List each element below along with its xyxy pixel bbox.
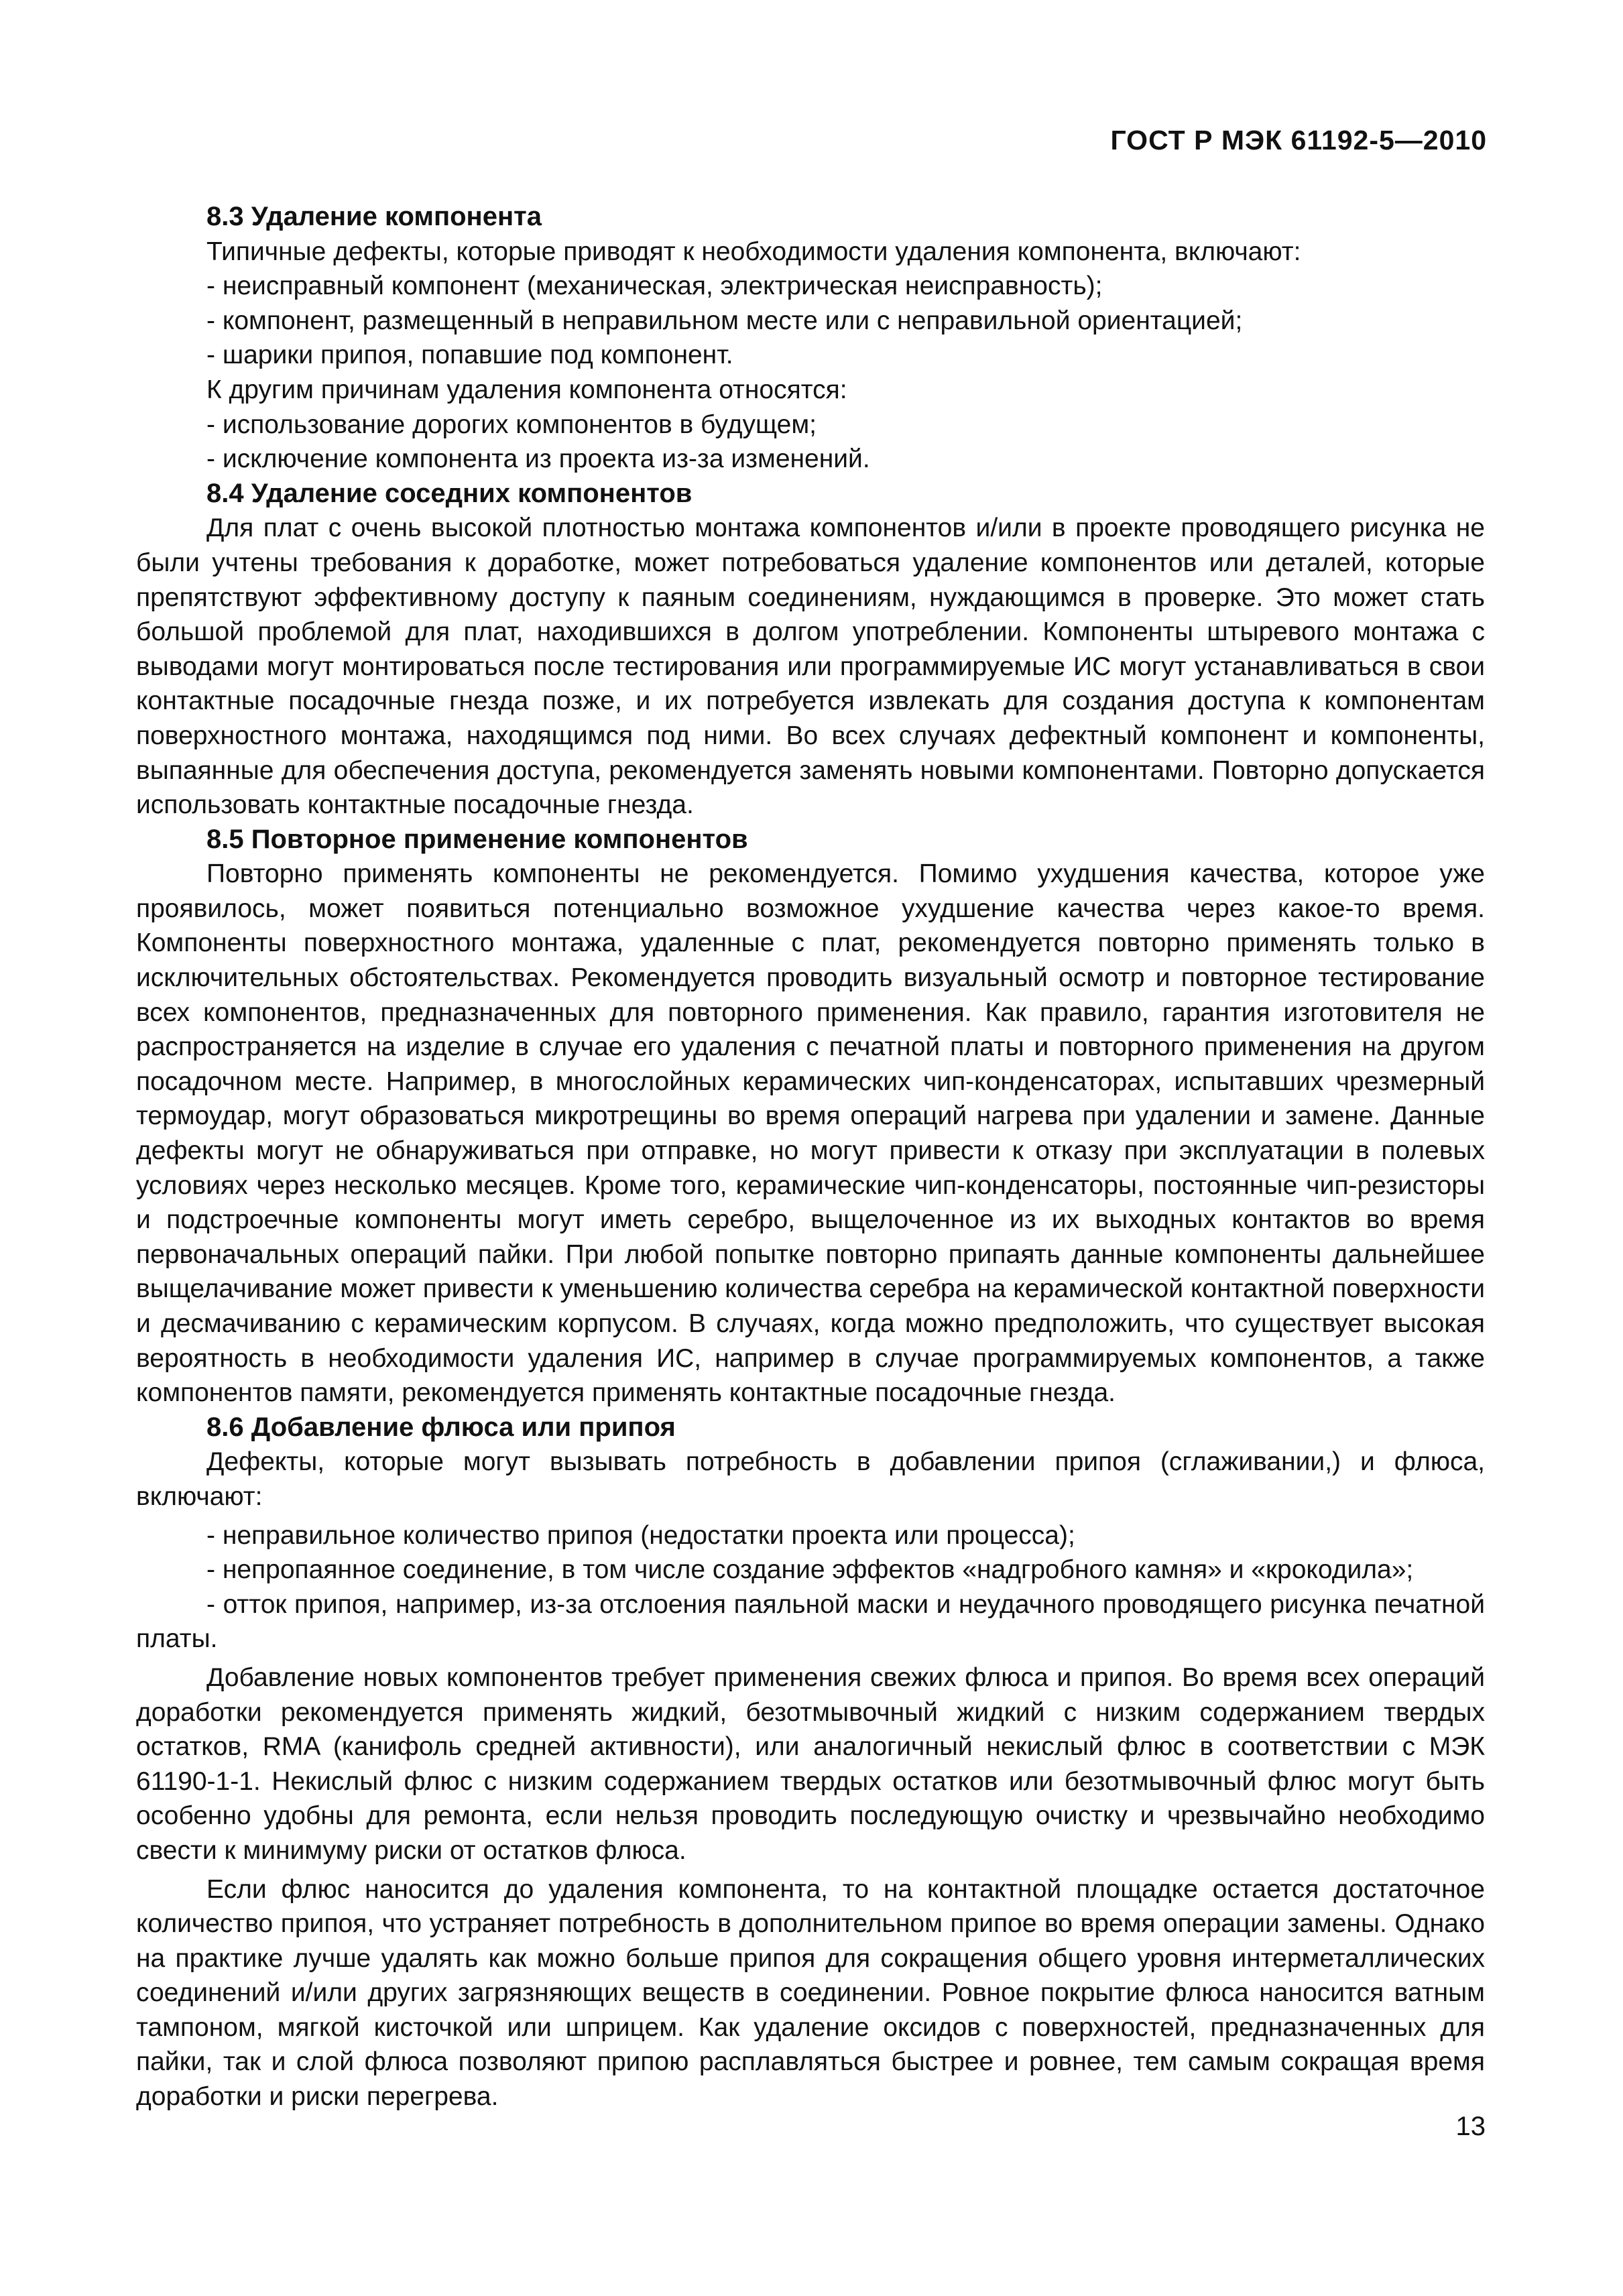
section-heading-8-5: 8.5 Повторное применение компонентов [206, 824, 748, 854]
section-heading-8-4: 8.4 Удаление соседних компонентов [206, 478, 693, 508]
paragraph: К другим причинам удаления компонента относятся: [206, 375, 847, 404]
list-item: - неисправный компонент (механическая, электрическая неисправность); [206, 271, 1103, 301]
paragraph: Дефекты, которые могут вызывать потребность в добавлении припоя (сглаживании,) и флюса, включают: [136, 1447, 1485, 1511]
paragraph: Повторно применять компоненты не рекомендуется. Помимо ухудшения качества, которое уже проявилось, может появиться потенциально возможное ухудшение качества через какое-то время. Компоненты поверхностного монтажа, удаленные с плат, рекомендуется повторно применять только в исключительных обстоятельствах. Рекомендуется проводить визуальный осмотр и повторное тестирование всех компонентов, предназначенных для повторного применения. Как правило, гарантия изготовителя не распространяется на изделие в случае его удаления с печатной платы и повторного применения на другом посадочном месте. Например, в многослойных керамических чип-конденсаторах, испытавших чрезмерный термоудар, могут образоваться микротрещины во время операций нагрева при удалении и замене. Данные дефекты могут не обнаруживаться при отправке, но могут привести к отказу при эксплуатации в полевых условиях через несколько месяцев. Кроме того, керамические чип-конденсаторы, постоянные чип-резисторы и подстроечные компоненты могут иметь серебро, выщелоченное из их выходных контактов во время первоначальных операций пайки. При любой попытке повторно припаять данные компоненты дальнейшее выщелачивание может привести к уменьшению количества серебра на керамической контактной поверхности и десмачиванию с керамическим корпусом. В случаях, когда можно предположить, что существует высокая вероятность в необходимости удаления ИС, например в случае программируемых компонентов, а также компонентов памяти, рекомендуется применять контактные посадочные гнезда. [136, 859, 1485, 1408]
list-item: - компонент, размещенный в неправильном месте или с неправильной ориентацией; [206, 306, 1243, 335]
paragraph: Для плат с очень высокой плотностью монтажа компонентов и/или в проекте проводящего рисунка не были учтены требования к доработке, может потребоваться удаление компонентов или деталей, которые препятствуют эффективному доступу к паяным соединениям, нуждающимся в проверке. Это может стать большой проблемой для плат, находившихся в долгом употреблении. Компоненты штыревого монтажа с выводами могут монтироваться после тестирования или программируемые ИС могут устанавливаться в свои контактные посадочные гнезда позже, и их потребуется извлекать для создания доступа к компонентам поверхностного монтажа, находящимся под ними. Во всех случаях дефектный компонент и компоненты, выпаянные для обеспечения доступа, рекомендуется заменять новыми компонентами. Повторно допускается использовать контактные посадочные гнезда. [136, 513, 1485, 820]
list-item: - отток припоя, например, из-за отслоения паяльной маски и неудачного проводящего рисунка печатной платы. [136, 1589, 1485, 1654]
list-item: - использование дорогих компонентов в будущем; [206, 410, 817, 439]
document-body [136, 200, 1485, 2114]
page-number: 13 [1455, 2112, 1486, 2141]
list-item: - непропаянное соединение, в том числе создание эффектов «надгробного камня» и «крокодила»; [206, 1555, 1414, 1585]
list-item: - исключение компонента из проекта из-за изменений. [206, 444, 870, 474]
paragraph: Типичные дефекты, которые приводят к необходимости удаления компонента, включают: [206, 237, 1301, 266]
section-heading-8-6: 8.6 Добавление флюса или припоя [206, 1412, 676, 1442]
document-standard-header: ГОСТ Р МЭК 61192-5—2010 [1110, 125, 1487, 156]
paragraph: Добавление новых компонентов требует применения свежих флюса и припоя. Во время всех операций доработки рекомендуется применять жидкий, безотмывочный жидкий с низким содержанием твердых остатков, RMA (канифоль средней активности), или аналогичный некислый флюс в соответствии с МЭК 61190-1-1. Некислый флюс с низким содержанием твердых остатков или безотмывочный флюс могут быть особенно удобны для ремонта, если нельзя проводить последующую очистку и чрезвычайно необходимо свести к минимуму риски от остатков флюса. [136, 1663, 1485, 1865]
section-heading-8-3: 8.3 Удаление компонента [206, 202, 542, 231]
paragraph: Если флюс наносится до удаления компонента, то на контактной площадке остается достаточное количество припоя, что устраняет потребность в дополнительном припое во время операции замены. Однако на практике лучше удалять как можно больше припоя для сокращения общего уровня интерметаллических соединений и/или других загрязняющих веществ в соединении. Ровное покрытие флюса наносится ватным тампоном, мягкой кисточкой или шприцем. Как удаление оксидов с поверхностей, предназначенных для пайки, так и слой флюса позволяют припою расплавляться быстрее и ровнее, тем самым сокращая время доработки и риски перегрева. [136, 1874, 1485, 2112]
list-item: - шарики припоя, попавшие под компонент. [206, 341, 733, 370]
list-item: - неправильное количество припоя (недостатки проекта или процесса); [206, 1520, 1075, 1550]
